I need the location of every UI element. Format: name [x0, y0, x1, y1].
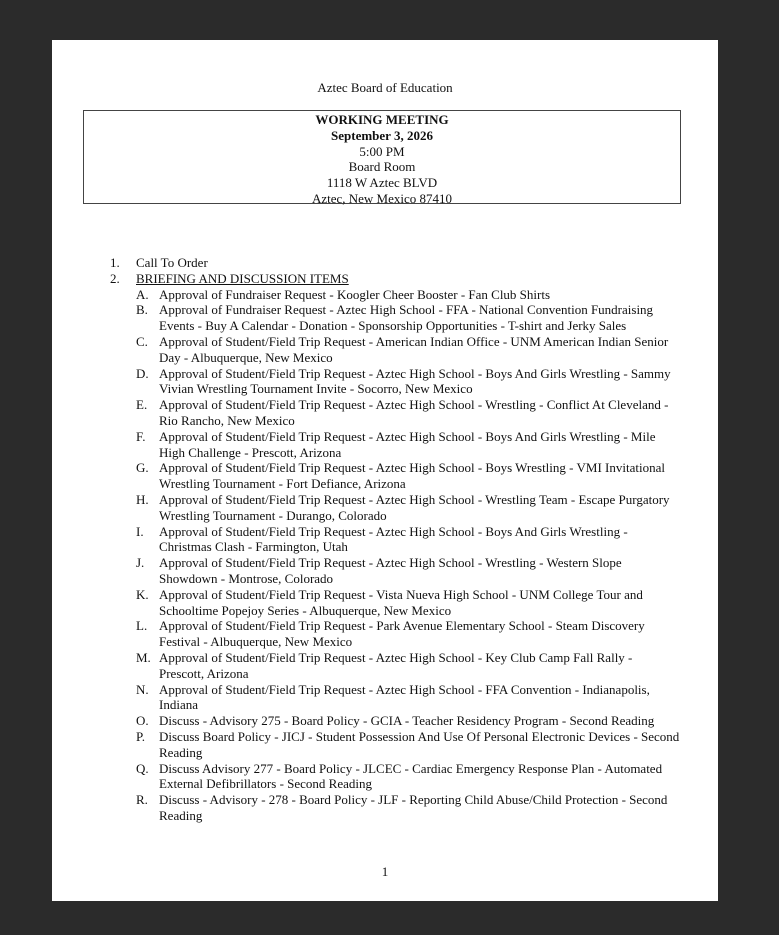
subitem-letter: G. [136, 460, 149, 476]
subitem-letter: F. [136, 428, 146, 444]
list-item [136, 524, 680, 556]
list-item [136, 587, 680, 619]
meeting-street: 1118 W Aztec BLVD [326, 175, 438, 191]
subitem-text: Approval of Student/Field Trip Request - Aztec High School - Boys And Girls Wrestling - Mile High Challenge - Prescott, Arizona [159, 428, 656, 460]
list-item [136, 366, 680, 398]
meeting-date: September 3, 2026 [331, 127, 433, 143]
subitem-letter: P. [136, 728, 146, 744]
subitem-text: Approval of Fundraiser Request - Aztec High School - FFA - National Convention Fundraising Events - Buy A Calendar - Donation - Sponsorship Opportunities - T-shirt and Jerky Sales [159, 302, 654, 334]
meeting-type: WORKING MEETING [315, 112, 449, 127]
subitem-text: Approval of Student/Field Trip Request - Aztec High School - Key Club Camp Fall Rally - Prescott, Arizona [159, 649, 633, 681]
subitem-text: Approval of Student/Field Trip Request - Aztec High School - FFA Convention - Indianapolis, Indiana [159, 681, 650, 713]
subitem-text: Approval of Student/Field Trip Request - Aztec High School - Boys Wrestling - VMI Invitational Wrestling Tournament - Fort Defiance, Arizona [159, 460, 665, 492]
subitem-letter: K. [136, 586, 149, 602]
agenda-item-text: Call To Order [136, 255, 208, 270]
list-item [136, 713, 680, 729]
subitem-letter: H. [136, 491, 149, 507]
document-page [52, 40, 718, 901]
subitem-letter: B. [136, 302, 148, 318]
agenda-item-number: 1. [110, 255, 120, 270]
subitem-letter: C. [136, 333, 148, 349]
list-item [136, 792, 680, 824]
subitem-text: Approval of Student/Field Trip Request - Aztec High School - Boys And Girls Wrestling - Sammy Vivian Wrestling Tournament Invite - Socorro, New Mexico [159, 365, 671, 397]
agenda-section-heading: BRIEFING AND DISCUSSION ITEMS [136, 270, 349, 286]
subitem-letter: A. [136, 286, 149, 302]
agenda-item-briefing [110, 271, 680, 287]
briefing-subitems [136, 287, 680, 824]
subitem-text: Approval of Student/Field Trip Request - Aztec High School - Wrestling - Western Slope Showdown - Montrose, Colorado [159, 555, 622, 586]
organization-name: Aztec Board of Education [317, 80, 453, 95]
subitem-text: Approval of Student/Field Trip Request - American Indian Office - UNM American Indian Senior Day - Albuquerque, New Mexico [159, 333, 669, 365]
list-item [136, 618, 680, 650]
meeting-header-box [83, 110, 681, 204]
agenda-list [110, 255, 680, 824]
agenda-item-call-to-order [110, 255, 680, 271]
subitem-letter: Q. [136, 760, 149, 776]
list-item [136, 682, 680, 714]
subitem-text: Approval of Student/Field Trip Request - Vista Nueva High School - UNM College Tour and Schooltime Popejoy Series - Albuquerque, New Mexico [159, 586, 643, 618]
list-item [136, 492, 680, 524]
subitem-letter: J. [136, 555, 145, 571]
page-number: 1 [381, 864, 389, 879]
list-item [136, 729, 680, 761]
meeting-time: 5:00 PM [359, 143, 405, 159]
list-item [136, 397, 680, 429]
subitem-text: Discuss - Advisory - 278 - Board Policy - JLF - Reporting Child Abuse/Child Protection - Second Reading [159, 792, 668, 823]
subitem-letter: R. [136, 792, 148, 808]
list-item [136, 460, 680, 492]
subitem-text: Approval of Fundraiser Request - Koogler Cheer Booster - Fan Club Shirts [159, 286, 551, 302]
list-item [136, 334, 680, 366]
subitem-letter: D. [136, 365, 149, 381]
subitem-letter: L. [136, 618, 148, 634]
subitem-text: Approval of Student/Field Trip Request - Aztec High School - Wrestling - Conflict At Cleveland - Rio Rancho, New Mexico [159, 397, 669, 428]
subitem-letter: E. [136, 397, 148, 413]
subitem-text: Approval of Student/Field Trip Request - Aztec High School - Boys And Girls Wrestling - Christmas Clash - Farmington, Utah [159, 523, 628, 555]
subitem-letter: O. [136, 713, 149, 729]
subitem-text: Discuss Advisory 277 - Board Policy - JLCEC - Cardiac Emergency Response Plan - Automated External Defibrillators - Second Reading [159, 760, 663, 792]
meeting-city: Aztec, New Mexico 87410 [311, 190, 453, 206]
subitem-letter: I. [136, 523, 144, 539]
subitem-letter: N. [136, 681, 149, 697]
list-item [136, 429, 680, 461]
agenda-item-number: 2. [110, 270, 120, 286]
meeting-room: Board Room [348, 159, 416, 175]
list-item [136, 761, 680, 793]
subitem-text: Discuss Board Policy - JICJ - Student Possession And Use Of Personal Electronic Devices - Second Reading [159, 728, 680, 760]
list-item [136, 287, 680, 303]
subitem-text: Approval of Student/Field Trip Request - Park Avenue Elementary School - Steam Discovery Festival - Albuquerque, New Mexico [159, 618, 645, 650]
subitem-text: Approval of Student/Field Trip Request - Aztec High School - Wrestling Team - Escape Purgatory Wrestling Tournament - Durango, Colorado [159, 491, 670, 523]
list-item [136, 302, 680, 334]
list-item [136, 650, 680, 682]
subitem-letter: M. [136, 649, 151, 665]
list-item [136, 555, 680, 587]
subitem-text: Discuss - Advisory 275 - Board Policy - GCIA - Teacher Residency Program - Second Reading [159, 713, 655, 729]
